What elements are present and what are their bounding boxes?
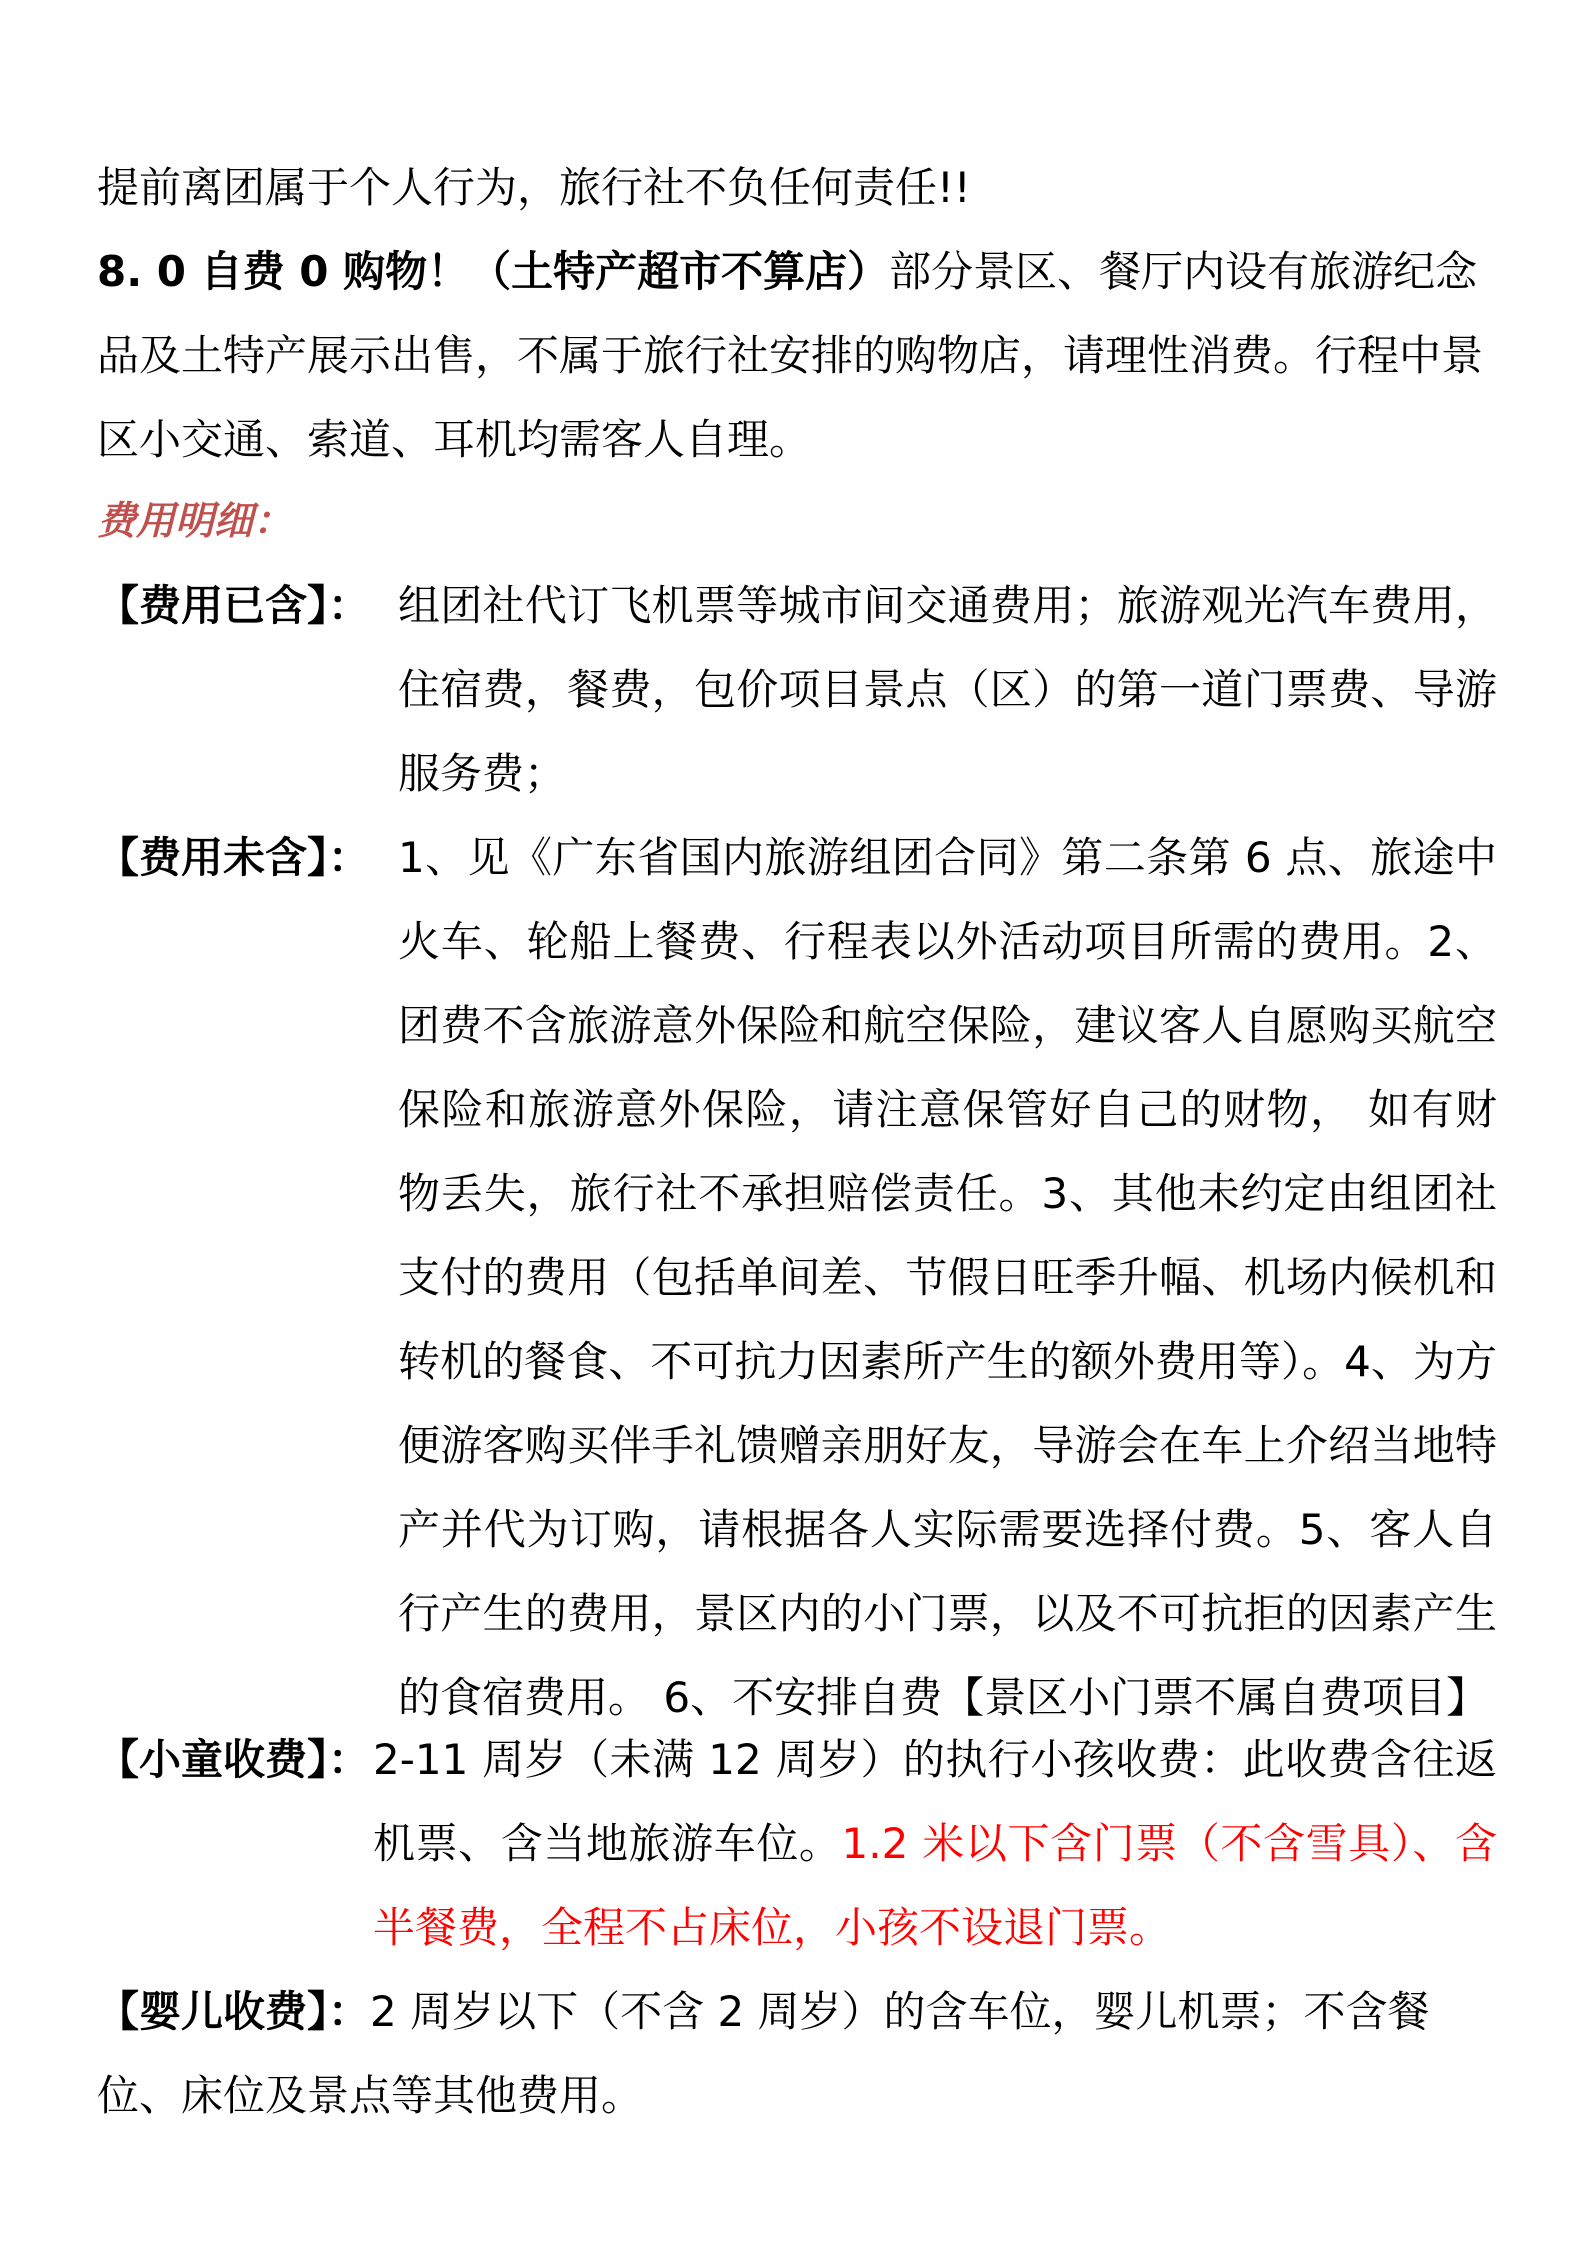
fee-details-heading: 费用明细：	[97, 499, 293, 544]
child-fee-text: 2-11 周岁（未满 12 周岁）的执行小孩收费：此收费含往返机票、含当地旅游车位。1.2 米以下含门票（不含雪具）、含半餐费，全程不占床位，小孩不设退门票。	[373, 1735, 1497, 1952]
infant-fee-row	[97, 1970, 1497, 2138]
shopping-policy	[97, 230, 1497, 482]
fee-included-label: 【费用已含】：	[97, 581, 371, 630]
fee-excluded-text: 1、见《广东省国内旅游组团合同》第二条第 6 点、旅途中火车、轮船上餐费、行程表以外活动项目所需的费用。2、团费不含旅游意外保险和航空保险，建议客人自愿购买航空保险和旅游意外保险，请注意保管好自己的财物， 如有财物丢失，旅行社不承担赔偿责任。3、其他未约定由组团社支付的费用（包括单间差、节假日旺季升幅、机场内候机和转机的餐食、不可抗力因素所产生的额外费用等）。4、为方便游客购买伴手礼馈赠亲朋好友，导游会在车上介绍当地特产并代为订购，请根据各人实际需要选择付费。5、客人自行产生的费用，景区内的小门票，以及不可抗拒的因素产生的食宿费用。 6、不安排自费【景区小门票不属自费项目】	[398, 833, 1497, 1722]
fee-included-text: 组团社代订飞机票等城市间交通费用；旅游观光汽车费用，住宿费，餐费，包价项目景点（区）的第一道门票费、导游服务费；	[398, 581, 1497, 798]
infant-fee-text: 2 周岁以下（不含 2 周岁）的含车位，婴儿机票；不含餐位、床位及景点等其他费用。	[97, 1987, 1430, 2120]
early-leave-note: 提前离团属于个人行为，旅行社不负任何责任!!	[97, 163, 971, 212]
child-fee-label: 【小童收费】：	[97, 1735, 371, 1784]
shopping-policy-title: 8. 0 自费 0 购物！（土特产超市不算店）	[97, 247, 890, 296]
fee-excluded-label: 【费用未含】：	[97, 833, 371, 882]
infant-fee-label: 【婴儿收费】：	[97, 1987, 371, 2036]
child-fee-highlight: 1.2 米以下含门票（不含雪具）、含半餐费，全程不占床位，小孩不设退门票。	[373, 1819, 1497, 1952]
shopping-policy-text: 部分景区、餐厅内设有旅游纪念品及土特产展示出售，不属于旅行社安排的购物店，请理性消费。行程中景区小交通、索道、耳机均需客人自理。	[97, 247, 1484, 464]
